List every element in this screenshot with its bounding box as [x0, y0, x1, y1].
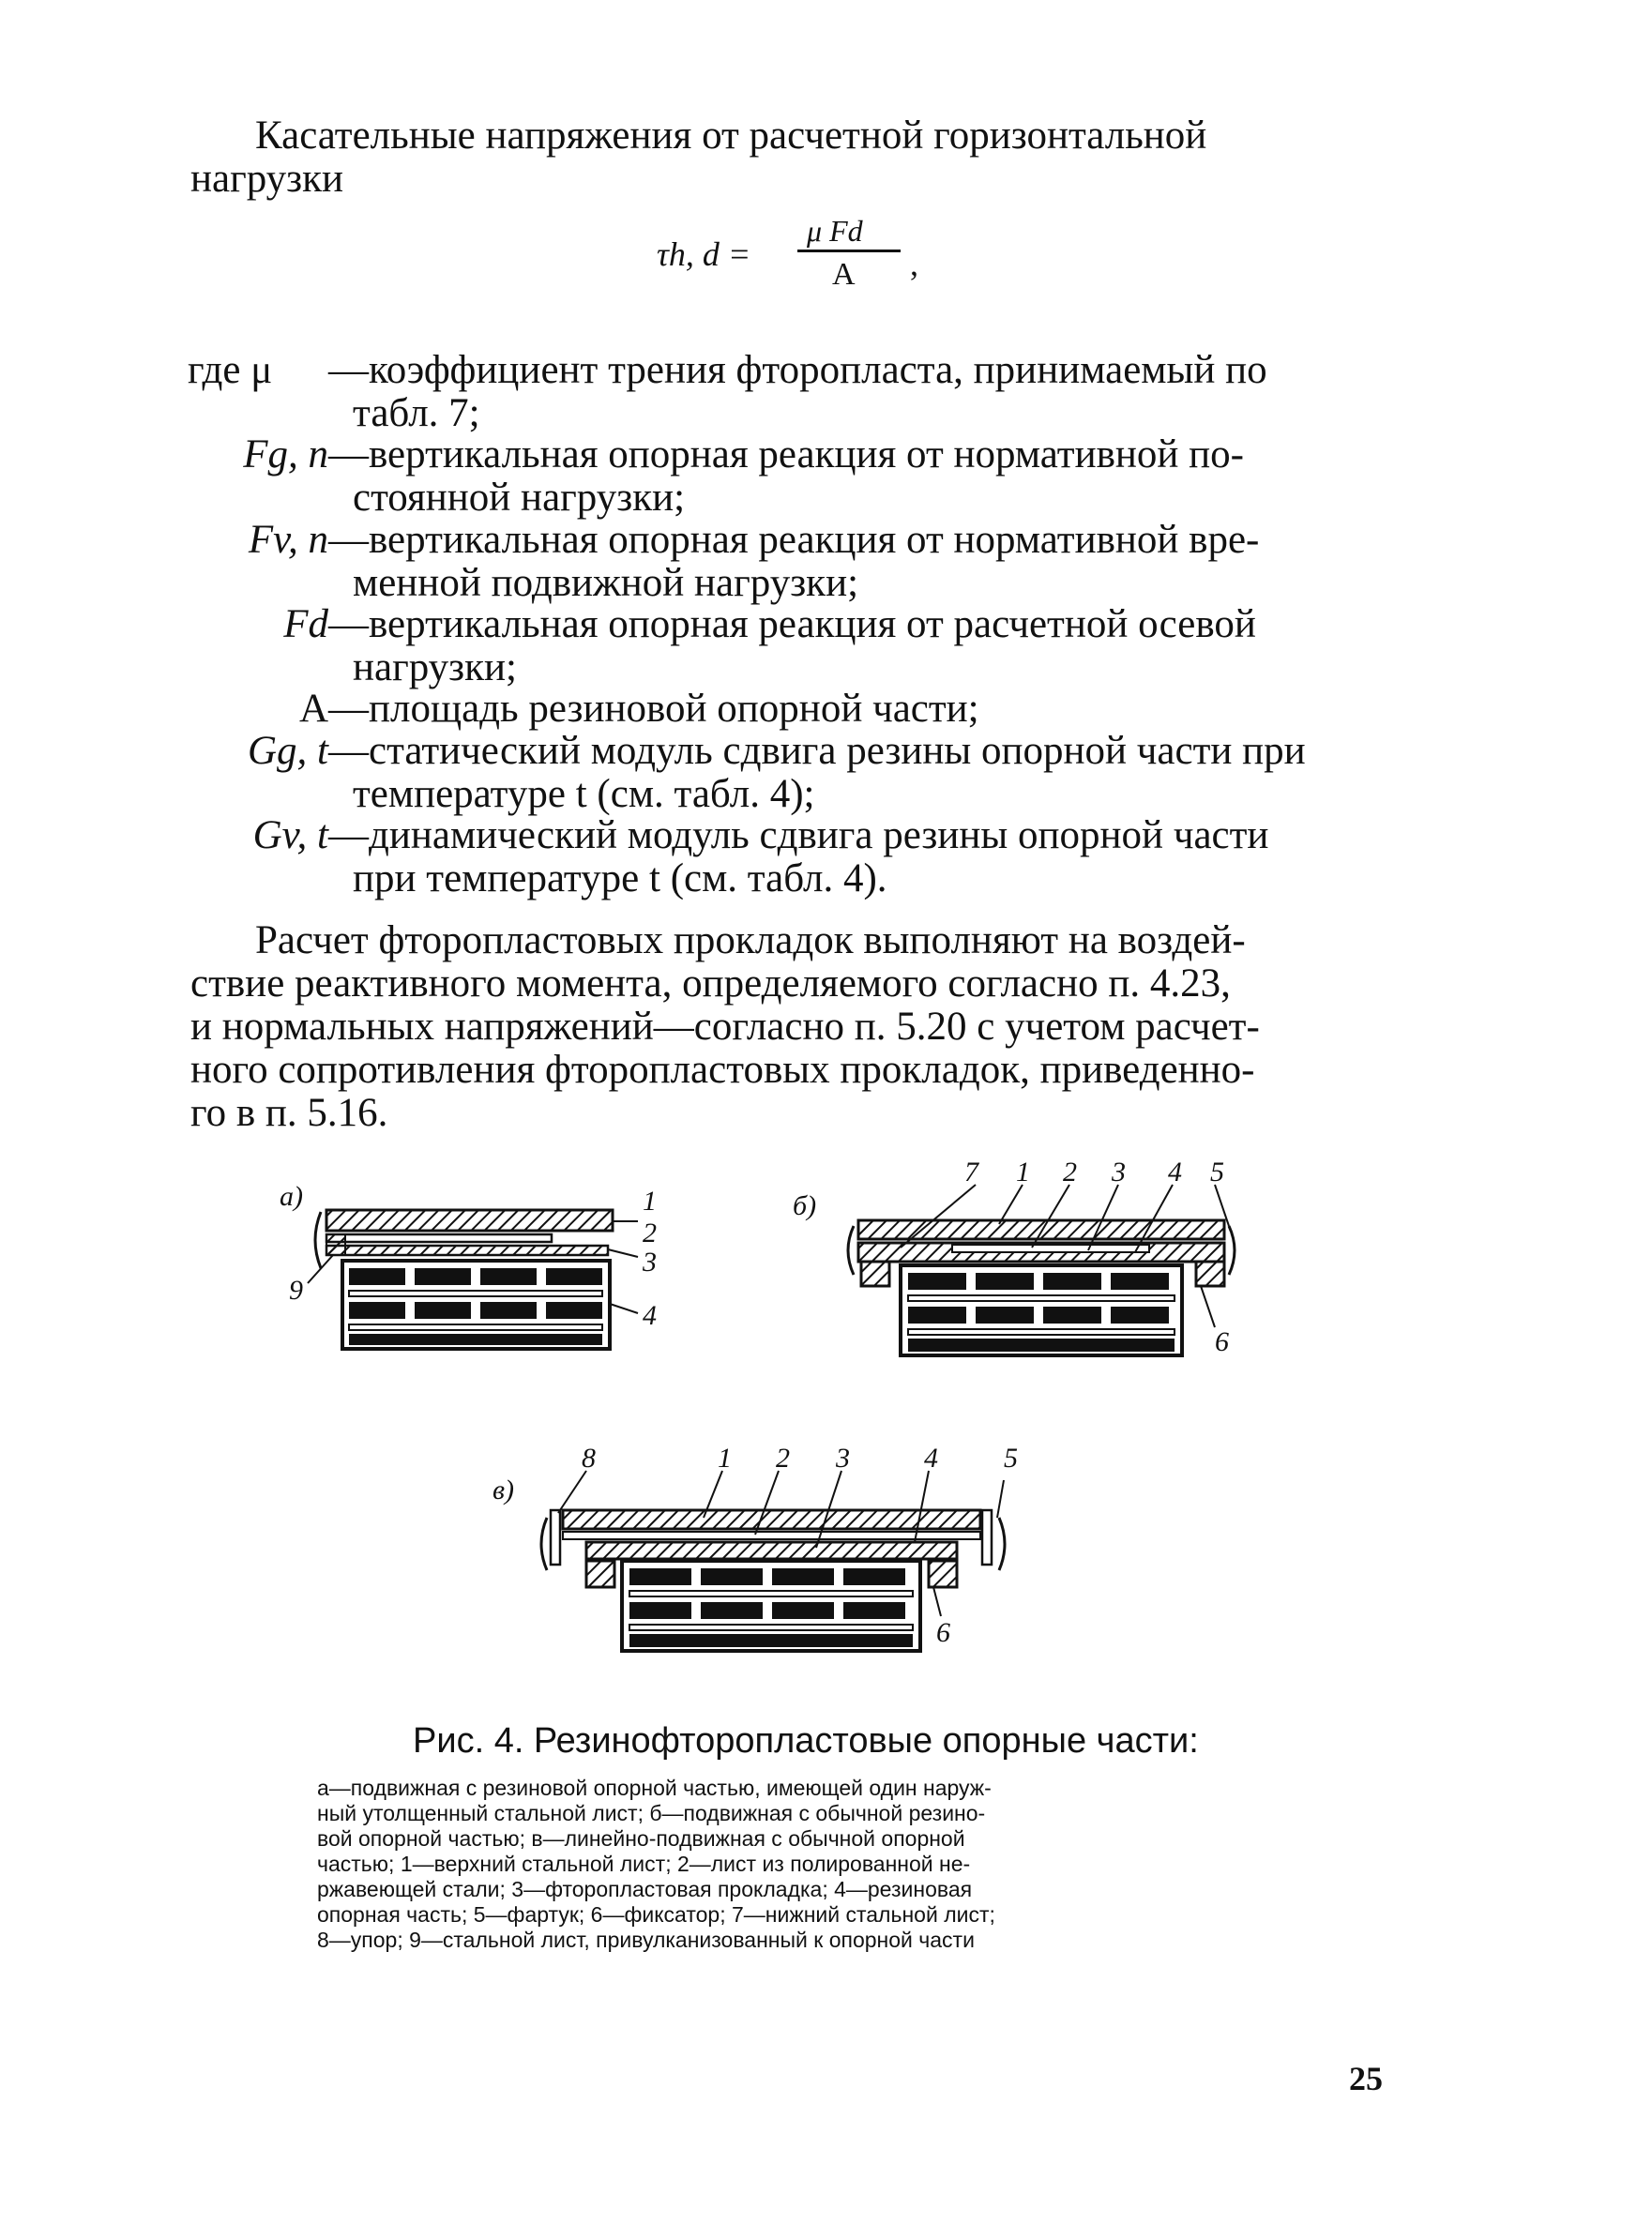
formula-numerator: μ Fd: [807, 214, 863, 248]
paragraph-line: го в п. 5.16.: [190, 1091, 388, 1135]
figure-a-diagram: [272, 1163, 722, 1369]
label-2: 2: [776, 1443, 790, 1474]
label-5: 5: [1210, 1158, 1224, 1188]
definition-text-line: —динамический модуль сдвига резины опорной части: [328, 813, 1269, 857]
label-4: 4: [924, 1443, 938, 1474]
brace-left: [315, 1212, 321, 1268]
paragraph-line: и нормальных напряжений—согласно п. 5.20 с учетом расчет-: [190, 1005, 1260, 1049]
definition-text-line: табл. 7;: [353, 391, 480, 435]
definition-symbol: Gv, t: [252, 813, 328, 857]
definition-text-line: нагрузки;: [353, 645, 518, 689]
stop-left: [551, 1510, 560, 1565]
caption-line: ный утолщенный стальной лист; б—подвижная с обычной резино-: [317, 1801, 986, 1825]
label-8: 8: [582, 1443, 596, 1474]
fixator-right: [929, 1561, 957, 1587]
brace-left: [541, 1518, 547, 1570]
rubber-bearing: [622, 1561, 920, 1651]
fixator-left: [586, 1561, 614, 1587]
definition-symbol: Fg, n: [243, 432, 328, 477]
upper-steel-plate: [326, 1210, 613, 1231]
label-1: 1: [1016, 1158, 1030, 1188]
definition-symbol: Gg, t: [248, 729, 328, 773]
definition-text-line: —вертикальная опорная реакция от расчетной осевой: [328, 602, 1256, 646]
definition-text-line: —площадь резиновой опорной части;: [328, 687, 979, 731]
brace-left: [848, 1226, 854, 1275]
figure-b-letter: б): [793, 1190, 817, 1221]
page-number: 25: [1349, 2060, 1383, 2097]
brace-right: [1229, 1226, 1235, 1275]
rubber-bearing: [342, 1261, 610, 1349]
definition-symbol: Fd: [283, 602, 328, 646]
lower-steel-plate: [586, 1542, 957, 1559]
definition-symbol: A: [298, 687, 328, 731]
paragraph-line: Расчет фторопластовых прокладок выполняют на воздей-: [255, 918, 1246, 962]
label-3: 3: [1112, 1158, 1126, 1188]
intro-line-2: нагрузки: [190, 157, 344, 201]
intro-line-1: Касательные напряжения от расчетной горизонтальной: [255, 113, 1207, 158]
definition-text-line: стоянной нагрузки;: [353, 476, 686, 520]
figure-a-letter: а): [280, 1181, 303, 1212]
paragraph-line: ствие реактивного момента, определяемого согласно п. 4.23,: [190, 961, 1231, 1006]
label-4: 4: [643, 1300, 657, 1331]
shear-stress-formula: [657, 206, 938, 300]
label-9: 9: [289, 1275, 303, 1306]
caption-line: опорная часть; 5—фартук; 6—фиксатор; 7—нижний стальной лист;: [317, 1902, 995, 1927]
label-3: 3: [836, 1443, 850, 1474]
fixator-left: [861, 1262, 889, 1286]
fixator-right: [1196, 1262, 1224, 1286]
formula-comma: ,: [910, 245, 918, 282]
label-2: 2: [643, 1218, 657, 1248]
definition-text-line: температуре t (см. табл. 4);: [353, 772, 815, 816]
definition-symbol: где μ: [188, 348, 273, 392]
stainless-sheet: [952, 1245, 1149, 1252]
figure-caption-title: Рис. 4. Резинофторопластовые опорные части:: [413, 1721, 1199, 1761]
formula-fraction-bar: [797, 250, 901, 252]
figure-v-diagram: [493, 1443, 1055, 1663]
label-1: 1: [643, 1186, 657, 1217]
caption-line: ржавеющей стали; 3—фторопластовая прокладка; 4—резиновая: [317, 1877, 973, 1901]
figure-b-diagram: [788, 1158, 1276, 1369]
label-7: 7: [964, 1158, 978, 1188]
rubber-bearing: [901, 1265, 1182, 1355]
label-6: 6: [1215, 1326, 1229, 1357]
paragraph-line: ного сопротивления фторопластовых прокладок, приведенно-: [190, 1048, 1255, 1092]
caption-line: вой опорной частью; в—линейно-подвижная с обычной опорной: [317, 1826, 965, 1851]
label-4: 4: [1168, 1158, 1182, 1188]
definition-symbol: Fv, n: [248, 518, 328, 562]
definition-text-line: —статический модуль сдвига резины опорной части при: [328, 729, 1306, 773]
formula-lhs: τh, d =: [657, 235, 751, 273]
caption-line: 8—упор; 9—стальной лист, привулканизованный к опорной части: [317, 1928, 975, 1952]
label-3: 3: [643, 1247, 657, 1278]
definition-text-line: менной подвижной нагрузки;: [353, 561, 859, 605]
formula-denominator: A: [832, 257, 856, 292]
label-1: 1: [718, 1443, 732, 1474]
brace-right: [999, 1518, 1005, 1570]
label-5: 5: [1004, 1443, 1018, 1474]
caption-line: а—подвижная с резиновой опорной частью, имеющей один наруж-: [317, 1776, 992, 1800]
stainless-sheet: [563, 1532, 980, 1539]
steel-sheet-9: [326, 1234, 345, 1255]
label-6: 6: [936, 1617, 950, 1648]
definition-text-line: при температуре t (см. табл. 4).: [353, 856, 887, 900]
definition-text-line: —вертикальная опорная реакция от нормативной по-: [328, 432, 1244, 477]
ptfe-pad: [326, 1246, 608, 1255]
figure-v-letter: в): [493, 1475, 515, 1505]
caption-line: частью; 1—верхний стальной лист; 2—лист из полированной не-: [317, 1852, 971, 1876]
definition-text-line: —вертикальная опорная реакция от нормативной вре-: [328, 518, 1260, 562]
stop-right: [982, 1510, 992, 1565]
label-2: 2: [1063, 1158, 1077, 1188]
definition-text-line: —коэффициент трения фторопласта, принимаемый по: [328, 348, 1267, 392]
stainless-sheet: [326, 1234, 552, 1242]
